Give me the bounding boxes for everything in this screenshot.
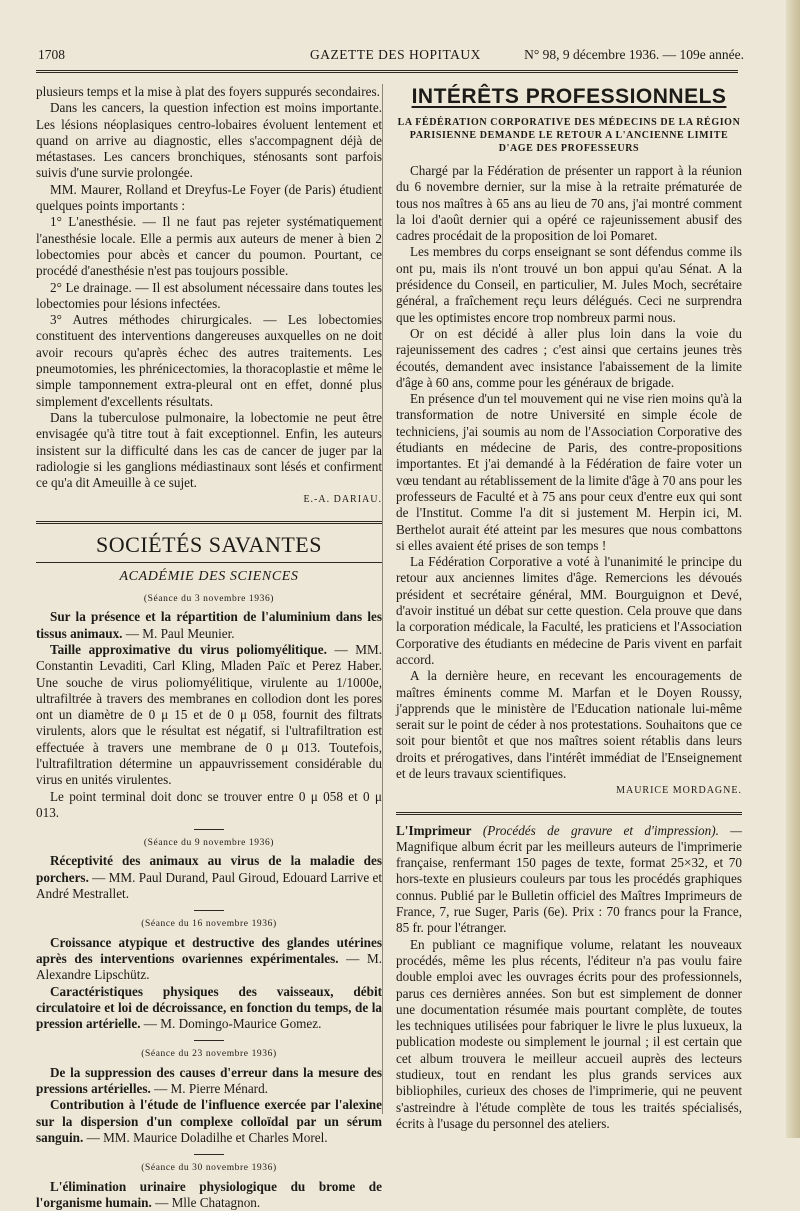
section-rule bbox=[396, 812, 742, 815]
left-column bbox=[36, 84, 382, 1211]
column-divider bbox=[382, 84, 383, 1114]
right-column bbox=[396, 84, 742, 1132]
academy-title: ACADÉMIE DES SCIENCES bbox=[119, 568, 299, 584]
header-rule bbox=[36, 70, 738, 73]
article-subheading: LA FÉDÉRATION CORPORATIVE DES MÉDECINS DE LA RÉGION PARISIENNE DEMANDE LE RETOUR A L'ANCIENNE LIMITE D'AGE DES PROFESSEURS bbox=[397, 117, 741, 154]
communication-authors: — M. Domingo-Maurice Gomez. bbox=[140, 1016, 322, 1032]
separator bbox=[194, 1154, 224, 1155]
communication-text: — MM. Constantin Levaditi, Carl Kling, Mladen Païc et Perez Haber. Une souche de virus poliomyélitique, virulente au 1/1000e, ultrafiltrée à travers des membranes en collodion dont les pores ont un diamètre de 0 μ 15 et de 0 μ 058, fournit des filtrats virulents, alors que le résultat est négatif, si l'ultrafiltration est effectuée à travers une membrane de 0 μ 013. Toutefois, l'ultrafiltration détermine un appauvrissement considérable du virus en unités virulentes. bbox=[36, 641, 383, 788]
communication-authors: — M. Pierre Ménard. bbox=[150, 1081, 268, 1097]
paragraph: En publiant ce magnifique volume, relatant les nouveaux procédés, même les plus récents, l'éditeur n'a pas voulu faire double emploi avec les ouvrages écrits pour des professionnels, parus ces dernières années. Son but est simplement de donner une documentation résumée mais pourtant complète, de toutes les techniques utilisées pour fabriquer le livre le plus luxueux, la publication modeste ou simplement le journal ; il est certain que cet album trouvera le meilleur accueil auprès des lecteurs studieux, tout en rendant les plus grands services aux bibliophiles, curieux des choses de l'imprimerie, qui ne peuvent s'astreindre à l'étude complète de tous les traités spécialisés, écrits à l'usage du personnel des ateliers. bbox=[396, 936, 742, 1131]
communication-title: Réceptivité des animaux au virus de la maladie des porchers. bbox=[36, 853, 382, 885]
page-header bbox=[38, 47, 744, 67]
paragraph: A la dernière heure, en recevant les encouragements de maîtres éminents comme M. Marfan et le Doyen Roussy, j'apprends que le ministère de l'Education nationale lui-même serait sur le point de céder à nos protestations. Souhaitons que ce soit pour bientôt et que nos maîtres soient rétablis dans leurs droits et prérogatives, dans l'intérêt immédiat de l'Enseignement et de leurs travaux scientifiques. bbox=[396, 668, 742, 781]
paragraph: En présence d'un tel mouvement qui ne vise rien moins qu'à la transformation de notre Université en simple école de techniciens, j'ai soumis au nom de l'Association Corporative des étudiants en médecine de Paris, des contre-propositions importantes. Et j'ai demandé à la Fédération de faire voter un vœu tendant au rétablissement de la limite d'âge à 70 ans pour les professeurs de Faculté et à 75 ans pour ceux d'entre eux qui sont de l'Institut. Comme l'a dit si justement M. Herpin ici, M. Berthelot aurait été atteint par les mesures que nous combattons si elles avaient été prises de son temps ! bbox=[396, 391, 742, 553]
book-review bbox=[396, 823, 742, 937]
book-description: Magnifique album écrit par les meilleurs auteurs de l'imprimerie française, renfermant 150 pages de texte, format 25×32, et 70 hors-texte en plusieurs couleurs par tous les procédés graphiques connus. Publié par le Bulletin officiel des Maîtres Imprimeurs de France, 7, rue Suger, Paris (6e). Prix : 70 francs pour la France, 85 fr. pour l'étranger. bbox=[396, 838, 742, 936]
paragraph: La Fédération Corporative a voté à l'unanimité le principe du retour aux anciennes limites d'âge. Remercions les dévoués président et secrétaire général, MM. Bourguignon et Devé, d'avoir institué un débat sur cette question. Cela prouve que dans la corporation médicale, la Faculté, les praticiens et l'Association Corporative des étudiants en médecine de Paris vivent en parfait accord. bbox=[396, 554, 742, 667]
communication bbox=[36, 642, 382, 789]
separator bbox=[194, 910, 224, 911]
paragraph: Les membres du corps enseignant se sont défendus comme ils ont pu, mais ils n'ont trouvé un bon appui qu'au Sénat. A la présidence du Conseil, en particulier, M. Jules Moch, secrétaire général, a fraîchement reçu leurs délégués. Ceci ne surprendra que les optimistes encore trop nombreux parmi nous. bbox=[396, 244, 742, 325]
communication bbox=[36, 1097, 382, 1146]
session-date: (Séance du 3 novembre 1936) bbox=[143, 594, 275, 605]
communication-title: Croissance atypique et destructive des glandes utérines après des interventions ovariennes expérimentales. bbox=[36, 934, 382, 966]
communication-title: Caractéristiques physiques des vaisseaux, débit circulatoire et loi de décroissance, en fonction du temps, de la pression artérielle. bbox=[36, 983, 382, 1032]
book-subtitle: (Procédés de gravure et d'impression). — bbox=[471, 822, 742, 838]
paragraph: 1° L'anesthésie. — Il ne faut pas rejeter systématiquement l'anesthésie locale. Elle a permis aux auteurs de mener à bien 2 lobectomies pour abcès et cancer du poumon. Pourtant, ce procédé d'anesthésie n'est pas toujours possible. bbox=[36, 214, 382, 279]
communication bbox=[36, 935, 382, 984]
session-date: (Séance du 9 novembre 1936) bbox=[143, 838, 275, 849]
communication bbox=[36, 1065, 382, 1098]
paragraph: Dans la tuberculose pulmonaire, la lobectomie ne peut être envisagée qu'à titre tout à fait exceptionnel. Enfin, les auteurs insistent sur la difficulté dans les cas de cancer de juger par la radiologie si les ganglions médiastinaux sont lésés et confirment ce qu'a dit Ameuille à ce sujet. bbox=[36, 409, 382, 491]
section-title: INTÉRÊTS PROFESSIONNELS bbox=[411, 85, 727, 108]
communication-title: De la suppression des causes d'erreur dans la mesure des pressions artérielles. bbox=[36, 1064, 382, 1097]
communication-authors: — MM. Paul Durand, Paul Giroud, Edouard Larrive et André Mestrallet. bbox=[36, 869, 382, 902]
communication-title: L'élimination urinaire physiologique du brome de l'organisme humain. bbox=[36, 1178, 382, 1210]
session-date: (Séance du 23 novembre 1936) bbox=[141, 1049, 277, 1060]
communication-authors: — Mlle Chatagnon. bbox=[151, 1194, 261, 1210]
journal-title: GAZETTE DES HOPITAUX bbox=[310, 47, 481, 62]
paragraph: 2° Le drainage. — Il est absolument nécessaire dans toutes les lobectomies pour lésions infectées. bbox=[36, 279, 382, 311]
communication bbox=[36, 853, 382, 902]
paragraph: Dans les cancers, la question infection est moins importante. Les lésions néoplasiques centro-lobaires évoluent lentement et quand on arrive au diagnostic, elles s'accompagnent déjà de métastases. Les cancers bronchiques, sténosants sont parfois suivis d'une survie prolongée. bbox=[36, 100, 382, 181]
paragraph: Le point terminal doit donc se trouver entre 0 μ 058 et 0 μ 013. bbox=[36, 788, 382, 820]
session-date: (Séance du 16 novembre 1936) bbox=[141, 919, 277, 930]
section-rule bbox=[36, 521, 382, 524]
paragraph: plusieurs temps et la mise à plat des foyers suppurés secondaires. bbox=[36, 84, 380, 99]
separator bbox=[194, 1040, 224, 1041]
issue-info: N° 98, 9 décembre 1936. — 109e année. bbox=[524, 47, 744, 62]
communication bbox=[36, 984, 382, 1033]
communication-authors: — M. Paul Meunier. bbox=[122, 625, 235, 641]
section-title: SOCIÉTÉS SAVANTES bbox=[96, 531, 322, 557]
author-signature: MAURICE MORDAGNE. bbox=[616, 785, 742, 797]
communication-authors: — MM. Maurice Doladilhe et Charles Morel. bbox=[83, 1129, 328, 1145]
separator bbox=[194, 829, 224, 830]
paragraph: 3° Autres méthodes chirurgicales. — Les lobectomies constituent des interventions dangereuses auxquelles on ne doit avoir recours qu'après échec des autres traitements. Les pneumotomies, les phrénicectomies, la thoracoplastie et même le simple tamponnement extra-pleural ont en effet, donné plus simplement d'excellents résultats. bbox=[36, 312, 382, 409]
page-number: 1708 bbox=[38, 47, 65, 62]
communication-authors: — M. Alexandre Lipschütz. bbox=[36, 950, 383, 983]
book-title: L'Imprimeur bbox=[396, 822, 472, 838]
paragraph: Or on est décidé à aller plus loin dans la voie du rajeunissement des cadres ; c'est ainsi que certains jeunes très écoutés, demandent avec insistance l'abaissement de la limite d'âge à 60 ans, comme pour les généraux de brigade. bbox=[396, 325, 742, 390]
communication bbox=[36, 1179, 382, 1211]
communication bbox=[36, 609, 382, 642]
author-signature: E.-A. DARIAU. bbox=[303, 494, 382, 506]
paragraph: MM. Maurer, Rolland et Dreyfus-Le Foyer (de Paris) étudient quelques points importants : bbox=[36, 181, 382, 214]
page-edge-shadow bbox=[786, 0, 800, 1138]
communication-title: Contribution à l'étude de l'influence exercée par l'alexine sur la dispersion d'un complexe colloïdal par un sérum sanguin. bbox=[36, 1097, 382, 1145]
section-underline bbox=[36, 562, 382, 563]
paragraph: Chargé par la Fédération de présenter un rapport à la réunion du 6 novembre dernier, sur la mise à la retraite prématurée de tous nos maîtres à 65 ans au lieu de 70 ans, j'ai montré comment la loi d'août dernier qui a opéré ce rajeunissement abusif des cadres procédait de la proposition de loi Pomaret. bbox=[396, 163, 742, 244]
communication-title: Taille approximative du virus poliomyélitique. bbox=[50, 641, 327, 657]
communication-title: Sur la présence et la répartition de l'aluminium dans les tissus animaux. bbox=[36, 609, 382, 641]
session-date: (Séance du 30 novembre 1936) bbox=[141, 1163, 277, 1174]
